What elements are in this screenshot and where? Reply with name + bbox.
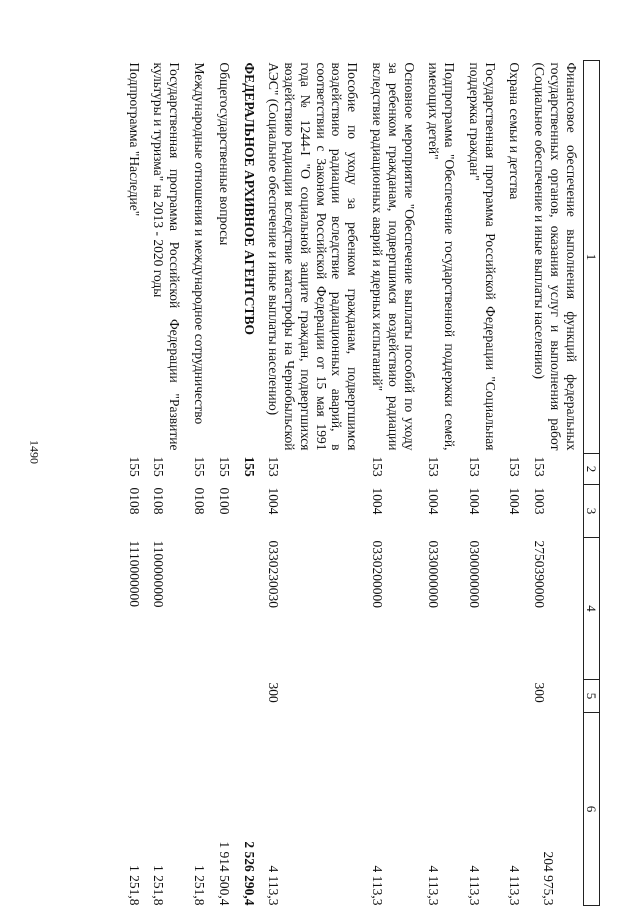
table-row: [186, 61, 211, 906]
row-sum: 4 113,3: [507, 865, 523, 906]
row-sum: 1 251,8: [191, 865, 207, 906]
row-target-code: [186, 538, 211, 680]
row-gr: 153: [426, 456, 442, 477]
row-gr: 153: [532, 456, 548, 477]
row-gr: 155: [191, 456, 207, 477]
column-number-row: [583, 61, 599, 906]
row-name: Основное мероприятие "Обеспечение выплаты пособий по уходу за ребенком гражданам, подвергшимся воздействию радиации вследствие радиационных аварий и ядерных испытаний": [369, 62, 417, 451]
row-expense-type: 300: [266, 682, 282, 703]
row-section: 1004: [369, 487, 385, 515]
row-expense-type: [364, 680, 420, 713]
row-sum: 1 251,8: [126, 865, 142, 906]
row-sum: 4 113,3: [466, 865, 482, 906]
row-expense-type: [146, 680, 187, 713]
table-row: [526, 61, 583, 906]
row-name: Финансовое обеспечение выполнения функций федеральных государственных органов, оказания услуг и выполнения работ (Социальное обеспечение и иные выплаты населению): [532, 62, 579, 451]
row-target-code: [211, 538, 236, 680]
row-gr: 153: [266, 456, 282, 477]
table-row: [211, 61, 236, 906]
row-gr: 153: [466, 456, 482, 477]
row-expense-type: [461, 680, 502, 713]
row-name: Международные отношения и международное сотрудничество: [191, 62, 207, 425]
row-target-code: 0330000000: [426, 540, 442, 608]
row-name: Государственная программа Российской Федерации "Социальная поддержка граждан": [466, 62, 498, 451]
row-section: 1004: [466, 487, 482, 515]
row-target-code: 2750390000: [532, 540, 548, 608]
row-expense-type: [186, 680, 211, 713]
budget-table: [121, 60, 600, 906]
table-row: [421, 61, 462, 906]
column-header-name: 1: [583, 61, 599, 454]
row-name: ФЕДЕРАЛЬНОЕ АРХИВНОЕ АГЕНТСТВО: [241, 62, 257, 336]
row-target-code: [502, 538, 527, 680]
table-row: [461, 61, 502, 906]
row-gr: 155: [241, 456, 257, 477]
row-section: 0100: [216, 487, 232, 515]
row-sum: 4 113,3: [266, 865, 282, 906]
table-row: [364, 61, 420, 906]
row-sum: 1 914 500,4: [216, 841, 232, 906]
row-section: 1004: [266, 487, 282, 515]
row-target-code: 0330230030: [266, 540, 282, 608]
row-sum: 4 113,3: [369, 865, 385, 906]
row-gr: 153: [507, 456, 523, 477]
row-section: 0108: [191, 487, 207, 515]
column-header-section: 3: [583, 485, 599, 538]
table-row: [236, 61, 261, 906]
row-expense-type: [502, 680, 527, 713]
rotated-page-content: [62, 60, 600, 905]
row-name: Государственная программа Российской Федерации "Развитие культуры и туризма" на 2013 - 2020 годы: [151, 62, 183, 451]
column-header-sum: 6: [583, 713, 599, 906]
row-sum: 2 526 290,4: [241, 841, 257, 906]
row-name: Пособие по уходу за ребенком гражданам, подвергшимся воздействию радиации вследствие радиационных аварий, в соответствии с Законом Российской Федерации от 15 мая 1991 года № 1244-I "О социальной защите граждан, подвергшихся воздействию радиации вследствие катастрофы на Чернобыльской АЭС" (Социальное обеспечение и иные выплаты населению): [266, 62, 361, 451]
row-sum: 204 975,3: [541, 851, 557, 906]
page-number: 1490: [27, 440, 42, 464]
table-row: [121, 61, 146, 906]
row-sum: 4 113,3: [426, 865, 442, 906]
table-row: [146, 61, 187, 906]
row-section: [236, 485, 261, 538]
row-gr: 155: [216, 456, 232, 477]
row-expense-type: 300: [532, 682, 548, 703]
row-section: 1004: [507, 487, 523, 515]
row-expense-type: [236, 680, 261, 713]
row-target-code: [236, 538, 261, 680]
row-expense-type: [421, 680, 462, 713]
row-section: 0108: [126, 487, 142, 515]
column-header-gr: 2: [583, 454, 599, 485]
row-name: Общегосударственные вопросы: [216, 62, 232, 246]
row-gr: 155: [126, 456, 142, 477]
row-name: Охрана семьи и детства: [507, 62, 523, 200]
row-expense-type: [121, 680, 146, 713]
row-target-code: 1100000000: [151, 540, 167, 608]
column-header-expense-type: 5: [583, 680, 599, 713]
row-sum: 1 251,8: [151, 865, 167, 906]
row-target-code: 1110000000: [126, 540, 142, 607]
row-section: 1004: [426, 487, 442, 515]
row-gr: 155: [151, 456, 167, 477]
row-target-code: 0330200000: [369, 540, 385, 608]
table-row: [261, 61, 365, 906]
row-expense-type: [211, 680, 236, 713]
row-section: 0108: [151, 487, 167, 515]
row-name: Подпрограмма "Обеспечение государственной поддержки семей, имеющих детей": [426, 62, 458, 451]
row-name: Подпрограмма "Наследие": [126, 62, 142, 217]
table-row: [502, 61, 527, 906]
row-section: 1003: [532, 487, 548, 515]
row-gr: 153: [369, 456, 385, 477]
column-header-target: 4: [583, 538, 599, 680]
row-target-code: 0300000000: [466, 540, 482, 608]
